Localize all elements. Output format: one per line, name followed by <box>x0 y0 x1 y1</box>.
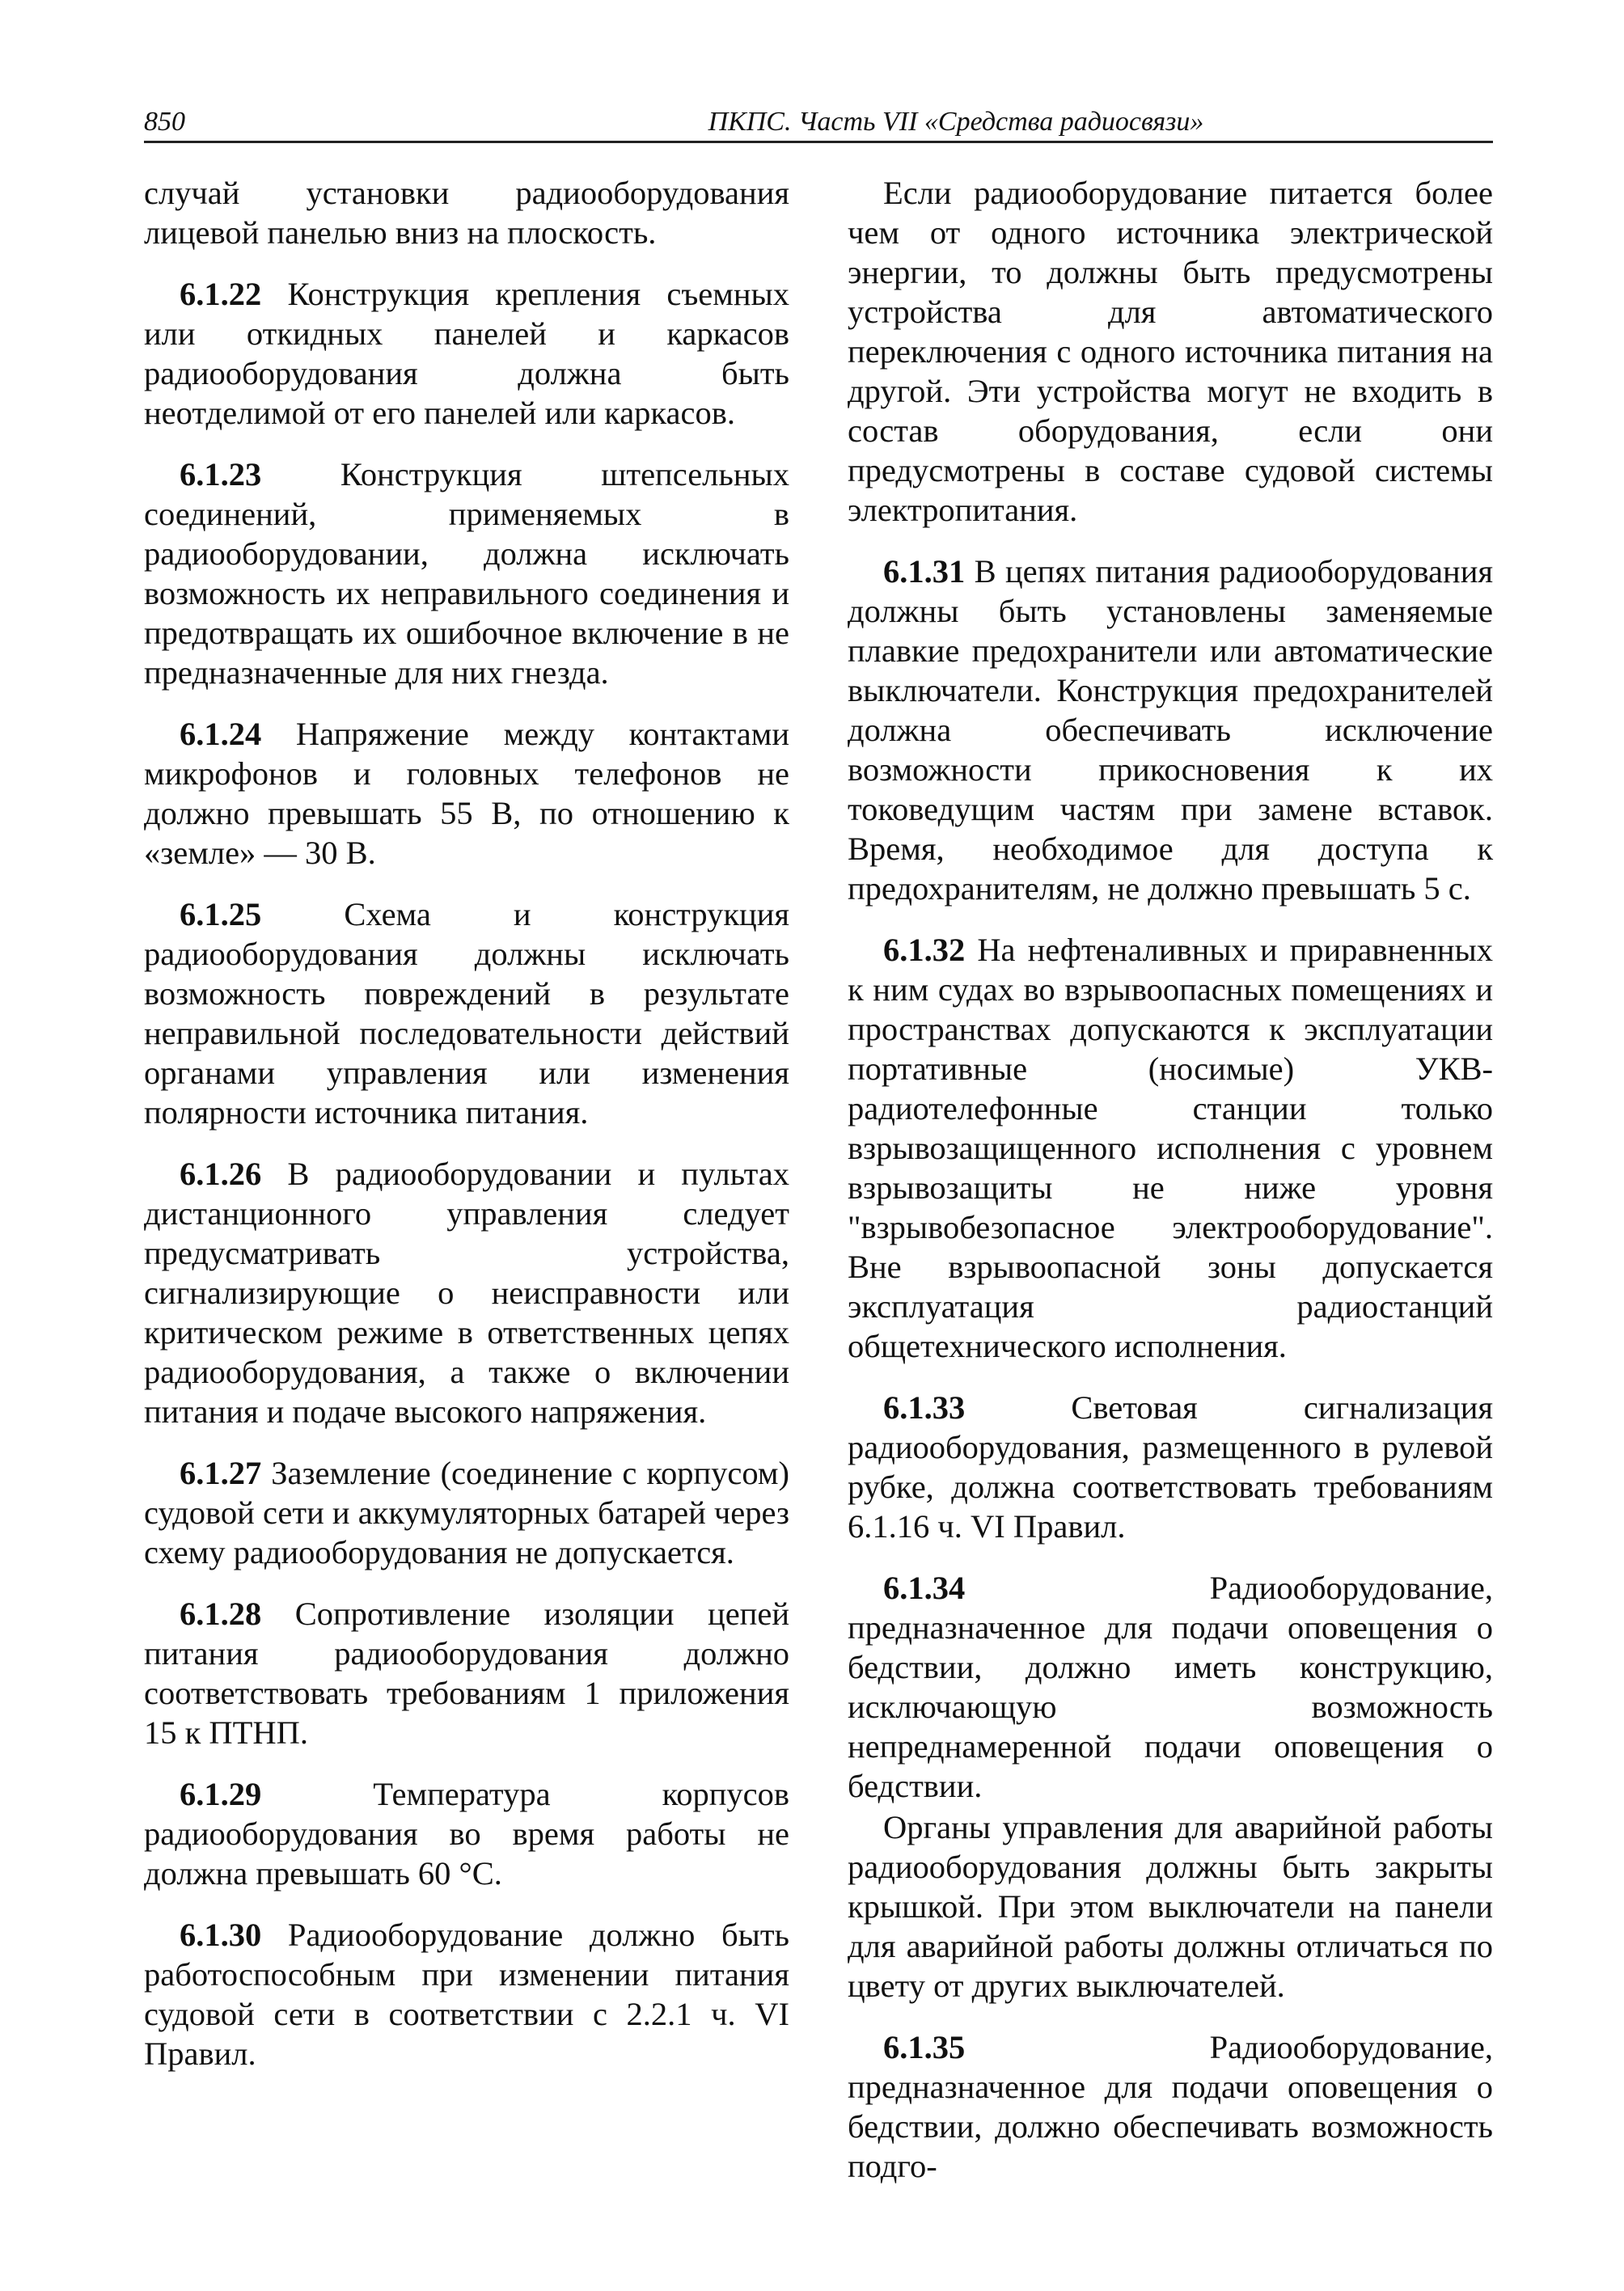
clause-text: Радиооборудование должно быть работоспособным при изменении питания судовой сети в соответствии с 2.2.1 ч. VI Правил. <box>144 1917 789 2072</box>
clause-text: Световая сигнализация радиооборудования, размещенного в рулевой рубке, должна соответствовать требованиям 6.1.16 ч. VI Правил. <box>848 1389 1493 1545</box>
running-title: ПКПС. Часть VII «Средства радиосвязи» <box>708 107 1204 137</box>
clause-6-1-34 <box>848 1568 1493 1806</box>
page-header <box>144 102 1493 143</box>
clause-number: 6.1.22 <box>180 276 262 312</box>
clause-number: 6.1.30 <box>180 1917 262 1953</box>
clause-number: 6.1.31 <box>883 553 966 590</box>
paragraph-text: Если радиооборудование питается более чем от одного источника электрической энергии, то должны быть предусмотрены устройства для автоматического переключения с одного источника питания на другой. Эти устройства могут не входить в состав оборудования, если они предусмотрены в составе судовой системы электропитания. <box>848 175 1493 528</box>
paragraph-emergency-controls <box>848 1807 1493 2006</box>
clause-number: 6.1.24 <box>180 716 262 752</box>
clause-6-1-25 <box>144 894 789 1132</box>
clause-6-1-33 <box>848 1388 1493 1546</box>
clause-text: В цепях питания радиооборудования должны быть установлены заменяемые плавкие предохранители или автоматические выключатели. Конструкция предохранителей должна обеспечивать исключение возможности прикосновения к их токоведущим частям при замене вставок. Время, необходимое для доступа к предохранителям, не должно превышать 5 с. <box>848 553 1493 907</box>
clause-6-1-30 <box>144 1915 789 2073</box>
clause-number: 6.1.25 <box>180 896 262 932</box>
clause-6-1-22 <box>144 274 789 433</box>
clause-number: 6.1.29 <box>180 1776 262 1812</box>
paragraph-text: Органы управления для аварийной работы радиооборудования должны быть закрыты крышкой. При этом выключатели на панели для аварийной работы должны отличаться по цвету от других выключателей. <box>848 1809 1493 2004</box>
clause-6-1-23 <box>144 454 789 692</box>
paragraph-text: случай установки радиооборудования лицевой панелью вниз на плоскость. <box>144 175 789 251</box>
clause-text: Радиооборудование, предназначенное для подачи оповещения о бедствии, должно обеспечивать возможность подго- <box>848 2029 1493 2184</box>
clause-text: Схема и конструкция радиооборудования должны исключать возможность повреждений в результате неправильной последовательности действий органами управления или изменения полярности источника питания. <box>144 896 789 1131</box>
clause-6-1-24 <box>144 714 789 873</box>
clause-text: Заземление (соединение с корпусом) судовой сети и аккумуляторных батарей через схему радиооборудования не допускается. <box>144 1455 789 1570</box>
clause-6-1-26 <box>144 1154 789 1431</box>
clause-text: Конструкция штепсельных соединений, применяемых в радиооборудовании, должна исключать возможность их неправильного соединения и предотвращать их ошибочное включение в не предназначенные для них гнезда. <box>144 456 789 691</box>
clause-text: Температура корпусов радиооборудования во время работы не должна превышать 60 °С. <box>144 1776 789 1892</box>
clause-number: 6.1.35 <box>883 2029 966 2065</box>
clause-6-1-27 <box>144 1453 789 1572</box>
clause-6-1-29 <box>144 1774 789 1893</box>
clause-text: Радиооборудование, предназначенное для подачи оповещения о бедствии, должно иметь конструкцию, исключающую возможность непреднамеренной подачи оповещения о бедствии. <box>848 1570 1493 1804</box>
clause-6-1-28 <box>144 1594 789 1752</box>
clause-text: На нефтеналивных и приравненных к ним судах во взрывоопасных помещениях и пространствах допускаются к эксплуатации портативные (носимые) УКВ-радиотелефонные станции только взрывозащищенного исполнения с уровнем взрывозащиты не ниже уровня "взрывобезопасное электрооборудование". Вне взрывоопасной зоны допускается эксплуатация радиостанций общетехнического исполнения. <box>848 932 1493 1364</box>
page-number: 850 <box>144 107 185 137</box>
clause-number: 6.1.34 <box>883 1570 966 1606</box>
clause-6-1-31 <box>848 552 1493 908</box>
paragraph-continued <box>144 173 789 252</box>
clause-number: 6.1.27 <box>180 1455 262 1491</box>
right-column <box>848 173 1493 2208</box>
clause-number: 6.1.28 <box>180 1596 262 1632</box>
clause-text: В радиооборудовании и пультах дистанционного управления следует предусматривать устройства, сигнализирующие о неисправности или критическом режиме в ответственных цепях радиооборудования, а также о включении питания и подаче высокого напряжения. <box>144 1156 790 1430</box>
clause-text: Конструкция крепления съемных или откидных панелей и каркасов радиооборудования должна быть неотделимой от его панелей или каркасов. <box>144 276 789 431</box>
clause-6-1-35 <box>848 2027 1493 2186</box>
clause-text: Напряжение между контактами микрофонов и головных телефонов не должно превышать 55 В, по отношению к «земле» — 30 В. <box>144 716 790 871</box>
clause-6-1-32 <box>848 930 1493 1366</box>
left-column <box>144 173 789 2095</box>
clause-number: 6.1.26 <box>180 1156 262 1192</box>
clause-text: Сопротивление изоляции цепей питания радиооборудования должно соответствовать требованиям 1 приложения 15 к ПТНП. <box>144 1596 790 1751</box>
clause-number: 6.1.33 <box>883 1389 966 1426</box>
paragraph-power-switching <box>848 173 1493 530</box>
clause-number: 6.1.32 <box>883 932 966 968</box>
clause-number: 6.1.23 <box>180 456 262 492</box>
